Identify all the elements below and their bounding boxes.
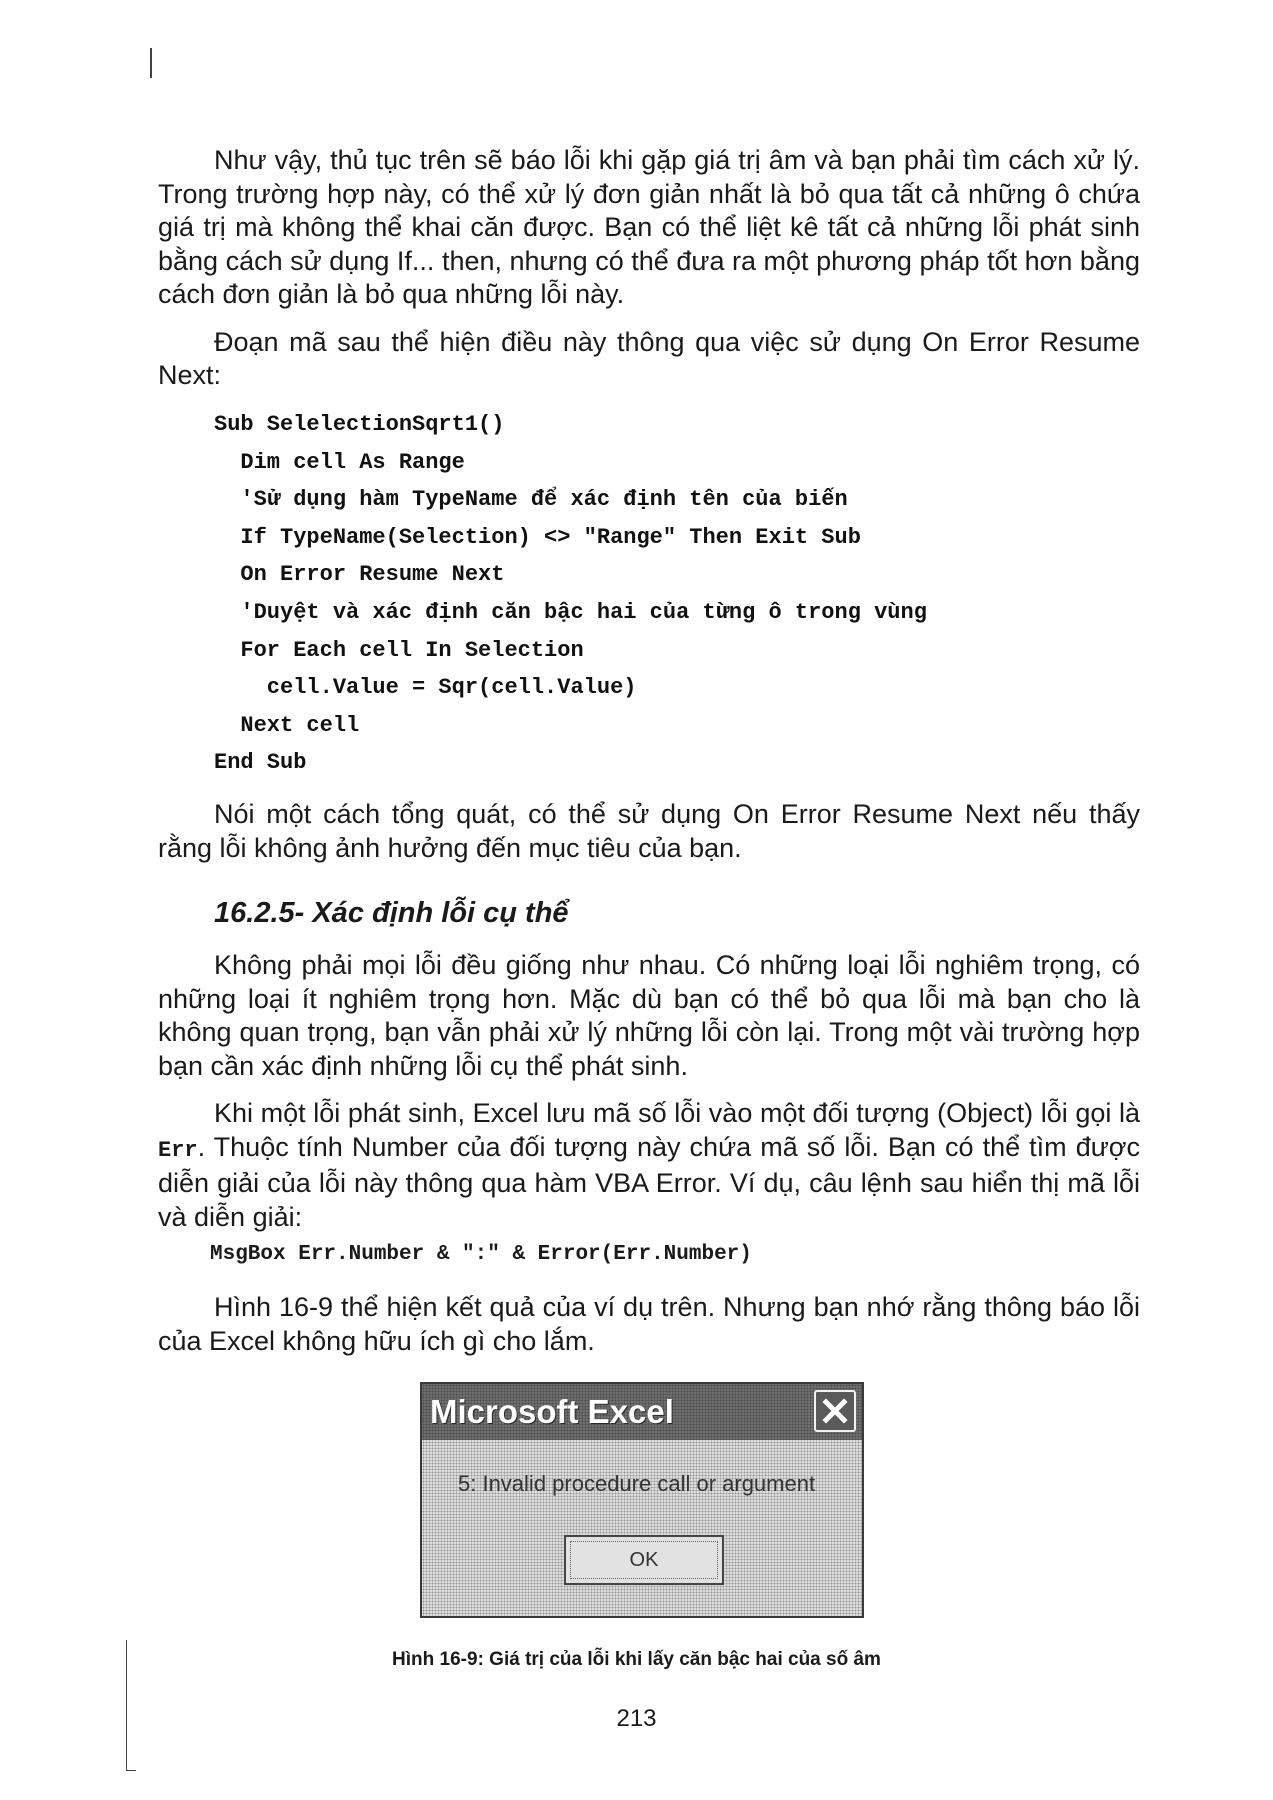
scan-edge-mark <box>150 48 152 78</box>
paragraph: Hình 16-9 thể hiện kết quả của ví dụ trên. Nhưng bạn nhớ rằng thông báo lỗi của Excel không hữu ích gì cho lắm. <box>158 1292 1140 1356</box>
paragraph: Như vậy, thủ tục trên sẽ báo lỗi khi gặp giá trị âm và bạn phải tìm cách xử lý. Trong trường hợp này, có thể xử lý đơn giản nhất là bỏ qua tất cả những ô chứa giá trị mà không thể khai căn được. Bạn có thể liệt kê tất cả những lỗi phát sinh bằng cách sử dụng If... then, nhưng có thể đưa ra một phương pháp tốt hơn bằng cách đơn giản là bỏ qua những lỗi này. <box>158 145 1140 309</box>
paragraph-text: . Thuộc tính Number của đối tượng này chứa mã số lỗi. Bạn có thể tìm được diễn giải của lỗi này thông qua hàm VBA Error. Ví dụ, câu lệnh sau hiển thị mã lỗi và diễn giải: <box>158 1131 1140 1232</box>
paragraph-group-3 <box>158 949 1140 1248</box>
code-line: cell.Value = Sqr(cell.Value) <box>214 675 637 701</box>
code-line: End Sub <box>214 750 307 776</box>
code-block <box>214 406 927 782</box>
code-line: Dim cell As Range <box>214 449 465 475</box>
ok-button-label: OK <box>629 1548 659 1571</box>
code-line: For Each cell In Selection <box>214 637 584 663</box>
inline-code: Err <box>158 1137 198 1163</box>
paragraph: Không phải mọi lỗi đều giống như nhau. Có những loại lỗi nghiêm trọng, có những loại ít nghiêm trọng hơn. Mặc dù bạn có thể bỏ qua lỗi mà bạn cho là không quan trọng, bạn vẫn phải xử lý những lỗi còn lại. Trong một vài trường hợp bạn cần xác định những lỗi cụ thể phát sinh. <box>158 950 1140 1081</box>
dialog-titlebar <box>422 1384 862 1440</box>
dialog-message: 5: Invalid procedure call or argument <box>458 1471 816 1496</box>
code-line: 'Sử dụng hàm TypeName để xác định tên của biến <box>214 487 848 513</box>
close-icon <box>822 1398 848 1424</box>
ok-button[interactable] <box>564 1535 724 1585</box>
code-statement: MsgBox Err.Number & ":" & Error(Err.Number) <box>210 1243 752 1266</box>
paragraph-group-4 <box>158 1291 1140 1372</box>
code-line: 'Duyệt và xác định căn bậc hai của từng ô trong vùng <box>214 599 927 625</box>
error-dialog <box>420 1382 864 1618</box>
paragraph-group-2 <box>158 798 1140 879</box>
code-line: Next cell <box>214 712 360 738</box>
code-line: Sub SelelectionSqrt1() <box>214 412 505 437</box>
paragraph-group-1 <box>158 144 1140 407</box>
scan-edge-mark <box>126 1770 136 1771</box>
page-number: 213 <box>616 1705 657 1732</box>
code-line: If TypeName(Selection) <> "Range" Then Exit Sub <box>214 524 861 550</box>
close-button[interactable] <box>814 1390 856 1432</box>
paragraph: Đoạn mã sau thể hiện điều này thông qua việc sử dụng On Error Resume Next: <box>158 326 1140 390</box>
section-heading: 16.2.5- Xác định lỗi cụ thể <box>214 897 569 929</box>
paragraph <box>158 1097 1140 1234</box>
dialog-title: Microsoft Excel <box>430 1393 674 1430</box>
code-line: On Error Resume Next <box>214 562 505 588</box>
paragraph: Nói một cách tổng quát, có thể sử dụng On Error Resume Next nếu thấy rằng lỗi không ảnh hưởng đến mục tiêu của bạn. <box>158 799 1140 863</box>
paragraph-text: Khi một lỗi phát sinh, Excel lưu mã số lỗi vào một đối tượng (Object) lỗi gọi là <box>214 1098 1140 1128</box>
figure-caption: Hình 16-9: Giá trị của lỗi khi lấy căn bậc hai của số âm <box>392 1649 881 1670</box>
